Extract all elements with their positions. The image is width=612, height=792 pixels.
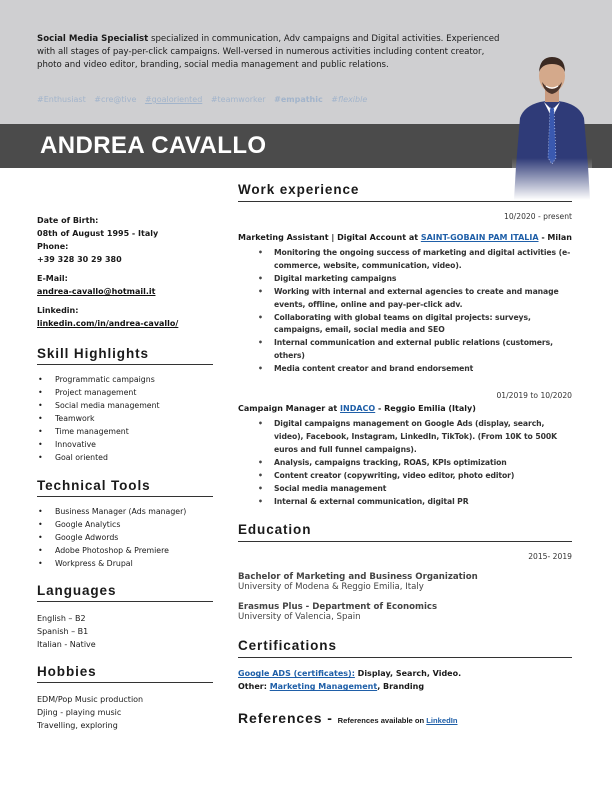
company-link[interactable]: INDACO xyxy=(340,404,376,414)
hobby-item: Travelling, exploring xyxy=(37,721,118,730)
tools-heading: Technical Tools xyxy=(37,479,213,497)
phone-value: +39 328 30 29 380 xyxy=(37,255,122,264)
list-item: • Digital marketing campaigns xyxy=(258,273,572,286)
email-label: E-Mail: xyxy=(37,274,68,283)
profile-summary xyxy=(37,33,507,71)
list-item: • Internal communication and external public relations (customers, others) xyxy=(258,337,572,363)
marketing-management-link[interactable]: Marketing Management xyxy=(269,682,378,692)
google-ads-cert-link[interactable]: Google ADS (certificates): xyxy=(238,669,355,679)
hobby-item: Djing - playing music xyxy=(37,708,122,717)
right-column xyxy=(238,182,572,726)
hobby-item: EDM/Pop Music production xyxy=(37,695,144,704)
list-item: • Teamwork xyxy=(37,412,213,425)
list-item: • Media content creator and brand endorsement xyxy=(258,363,572,376)
list-item: • Goal oriented xyxy=(37,451,213,464)
school-name: University of Modena & Reggio Emilia, Italy xyxy=(238,582,424,593)
references-title: References - xyxy=(238,710,338,727)
job-date: 01/2019 to 10/2020 xyxy=(496,391,572,401)
languages-heading: Languages xyxy=(37,584,213,602)
list-item: • Internal & external communication, digital PR xyxy=(258,496,572,509)
list-item: • Social media management xyxy=(37,399,213,412)
linkedin-link[interactable]: linkedin.com/in/andrea-cavallo/ xyxy=(37,319,179,328)
tools-list xyxy=(37,505,213,570)
job-location: - Reggio Emilia (Italy) xyxy=(375,404,476,414)
job-location: - Milan xyxy=(538,233,572,242)
candidate-name: ANDREA CAVALLO xyxy=(40,132,267,159)
list-item: • Digital campaigns management on Google Ads (display, search, video), Facebook, Instagram, LinkedIn, TikTok). (From 10K to 500K euros and full funnel campaigns). xyxy=(258,418,572,457)
job-date: 10/2020 - present xyxy=(504,212,572,221)
skills-list xyxy=(37,373,213,464)
hashtag: #teamworker xyxy=(210,95,266,104)
job-role: Campaign Manager at xyxy=(238,404,341,414)
hashtag: #flexible xyxy=(331,95,368,104)
list-item: • Programmatic campaigns xyxy=(37,373,213,386)
list-item: • Google Adwords xyxy=(37,531,213,544)
language-item: English – B2 xyxy=(37,614,86,623)
education-heading: Education xyxy=(238,522,572,542)
language-item: Spanish – B1 xyxy=(37,627,89,636)
dob-value: 08th of August 1995 - Italy xyxy=(37,229,159,238)
school-name: University of Valencia, Spain xyxy=(238,612,361,623)
list-item: • Monitoring the ongoing success of marketing and digital activities (e-commerce, website, communication, video). xyxy=(258,247,572,273)
language-item: Italian - Native xyxy=(37,640,96,649)
job-role: Marketing Assistant | Digital Account at xyxy=(238,233,421,242)
hashtag: #empathic xyxy=(274,95,323,104)
list-item: • Adobe Photoshop & Premiere xyxy=(37,544,213,557)
job-title xyxy=(238,233,572,242)
degree-title: Bachelor of Marketing and Business Organization xyxy=(238,572,478,583)
list-item: • Business Manager (Ads manager) xyxy=(37,505,213,518)
list-item: • Social media management xyxy=(258,483,572,496)
summary-role: Social Media Specialist xyxy=(37,34,149,44)
list-item: • Time management xyxy=(37,425,213,438)
job-title xyxy=(238,404,572,413)
email-link[interactable]: andrea-cavallo@hotmail.it xyxy=(37,287,156,296)
degree-title: Erasmus Plus - Department of Economics xyxy=(238,602,438,613)
job-bullets xyxy=(258,247,572,376)
list-item: • Project management xyxy=(37,386,213,399)
cert-line xyxy=(238,680,572,693)
list-item: • Working with internal and external agencies to create and manage events, offline, online and pay-per-click adv. xyxy=(258,286,572,312)
education-date: 2015- 2019 xyxy=(528,552,572,562)
list-item: • Google Analytics xyxy=(37,518,213,531)
dob-label: Date of Birth: xyxy=(37,216,99,225)
skills-heading: Skill Highlights xyxy=(37,347,213,365)
list-item: • Content creator (copywriting, video editor, photo editor) xyxy=(258,470,572,483)
summary-text: specialized in communication, Adv campaigns and Digital activities. Experienced with all stages of pay-per-click campaigns. Well-versed in numerous activities including content creator, photo and video editor, branding, social media management and public relations. xyxy=(37,34,500,70)
linkedin-label: Linkedin: xyxy=(37,306,79,315)
job-bullets xyxy=(258,418,572,508)
company-link[interactable]: SAINT-GOBAIN PAM ITALIA xyxy=(420,233,539,242)
cert-detail: Display, Search, Video. xyxy=(354,669,462,679)
profile-photo xyxy=(512,48,592,200)
hobbies-heading: Hobbies xyxy=(37,665,213,683)
hashtag: #cre@tive xyxy=(94,95,137,104)
cert-line xyxy=(238,667,572,680)
cert-prefix: Other: xyxy=(238,682,270,692)
experience-heading: Work experience xyxy=(238,182,572,202)
references-heading xyxy=(238,710,572,726)
list-item: • Collaborating with global teams on digital projects: surveys, campaigns, email, social media and SEO xyxy=(258,312,572,338)
cert-detail: , Branding xyxy=(377,682,425,692)
list-item: • Workpress & Drupal xyxy=(37,557,213,570)
hashtag-row xyxy=(37,95,373,104)
certifications-heading: Certifications xyxy=(238,638,572,658)
references-note: References available on xyxy=(337,716,427,726)
list-item: • Innovative xyxy=(37,438,213,451)
list-item: • Analysis, campaigns tracking, ROAS, KPIs optimization xyxy=(258,457,572,470)
left-column xyxy=(37,214,213,732)
hashtag: #Enthusiast xyxy=(37,95,86,104)
hashtag: #goaloriented xyxy=(144,95,203,104)
phone-label: Phone: xyxy=(37,242,69,251)
linkedin-reference-link[interactable]: LinkedIn xyxy=(426,716,458,726)
